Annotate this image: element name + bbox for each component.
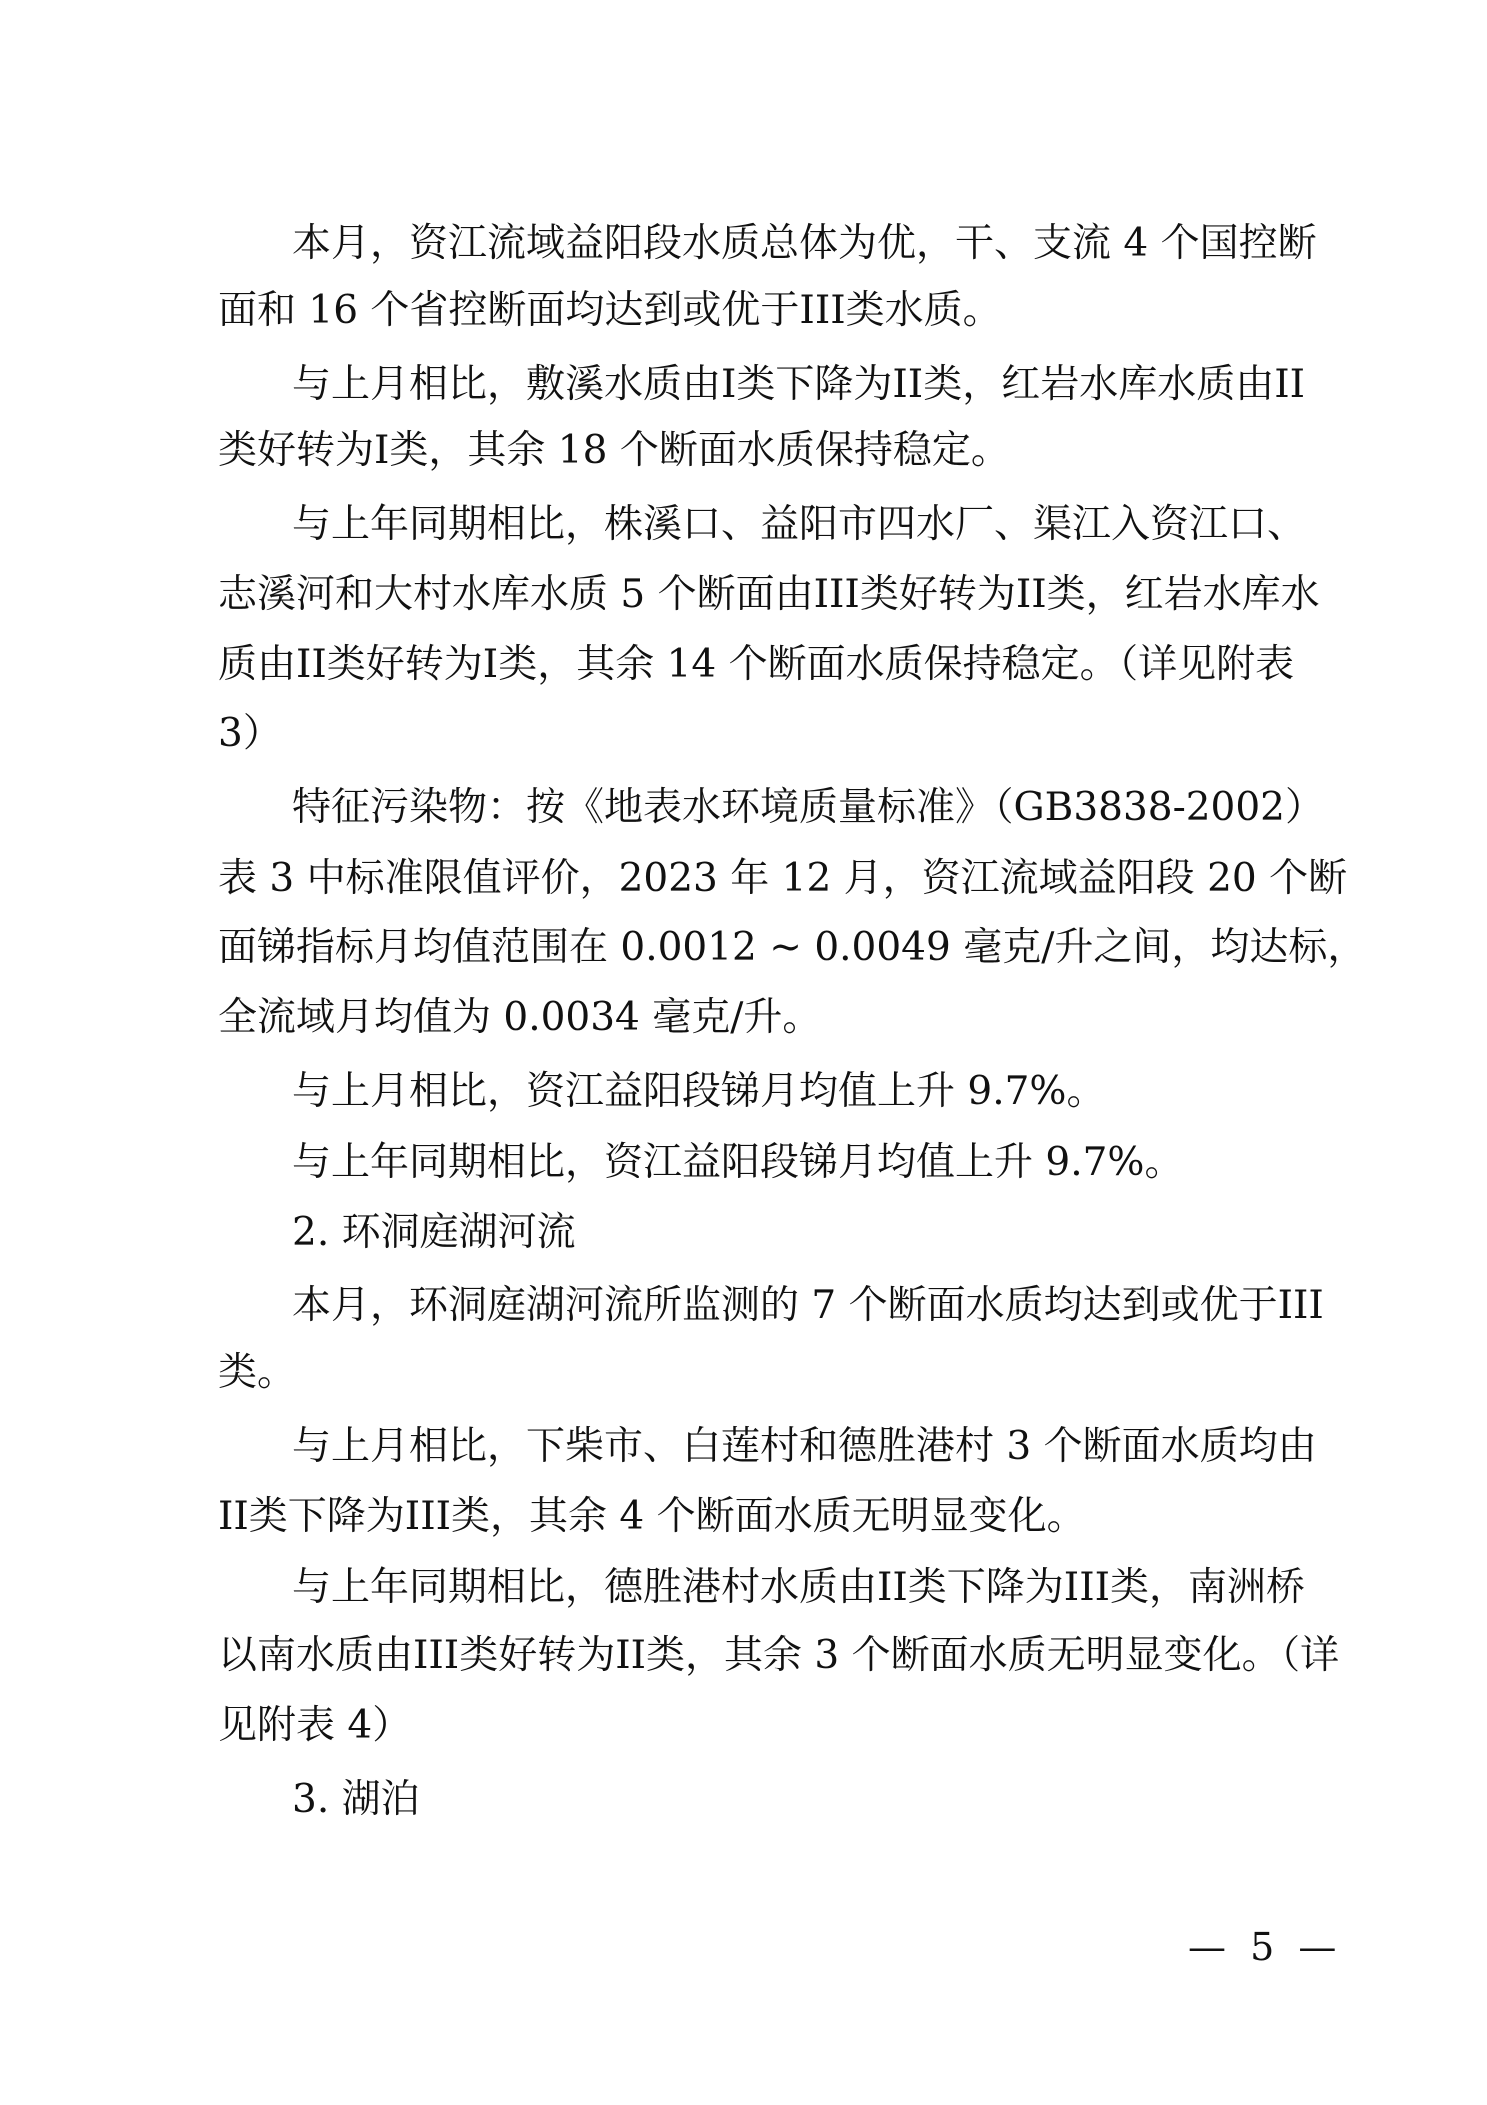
text-line: 本月，环洞庭湖河流所监测的 7 个断面水质均达到或优于III <box>292 1283 1324 1328</box>
text-line: II类下降为III类，其余 4 个断面水质无明显变化。 <box>218 1494 1086 1539</box>
text-line: 与上月相比，敷溪水质由I类下降为II类，红岩水库水质由II <box>292 362 1306 407</box>
text-line: 表 3 中标准限值评价，2023 年 12 月，资江流域益阳段 20 个断 <box>218 856 1348 901</box>
text-line: 志溪河和大村水库水质 5 个断面由III类好转为II类，红岩水库水 <box>218 572 1320 617</box>
text-line: 本月，资江流域益阳段水质总体为优，干、支流 4 个国控断 <box>292 221 1317 266</box>
text-line: 与上年同期相比，德胜港村水质由II类下降为III类，南洲桥 <box>292 1565 1306 1610</box>
text-line: 质由II类好转为I类，其余 14 个断面水质保持稳定。（详见附表 <box>218 642 1295 687</box>
text-line: 以南水质由III类好转为II类，其余 3 个断面水质无明显变化。（详 <box>218 1633 1340 1678</box>
text-line: 面锑指标月均值范围在 0.0012 ~ 0.0049 毫克/升之间，均达标， <box>218 925 1367 970</box>
text-line: 类好转为I类，其余 18 个断面水质保持稳定。 <box>218 428 1010 473</box>
text-line: 类。 <box>218 1350 297 1395</box>
text-line: 全流域月均值为 0.0034 毫克/升。 <box>218 995 822 1040</box>
text-line: 3） <box>218 711 282 756</box>
text-line: 见附表 4） <box>218 1703 412 1748</box>
page-number: — 5 — <box>1188 1925 1343 1969</box>
text-line: 与上月相比，下柴市、白莲村和德胜港村 3 个断面水质均由 <box>292 1424 1317 1469</box>
section-heading: 3. 湖泊 <box>292 1777 420 1822</box>
text-line: 与上年同期相比，资江益阳段锑月均值上升 9.7%。 <box>292 1140 1184 1185</box>
section-heading: 2. 环洞庭湖河流 <box>292 1210 576 1255</box>
text-line: 与上年同期相比，株溪口、益阳市四水厂、渠江入资江口、 <box>292 502 1307 547</box>
text-line: 面和 16 个省控断面均达到或优于III类水质。 <box>218 288 1002 333</box>
text-line: 特征污染物：按《地表水环境质量标准》（GB3838-2002） <box>292 785 1324 830</box>
text-line: 与上月相比，资江益阳段锑月均值上升 9.7%。 <box>292 1069 1106 1114</box>
